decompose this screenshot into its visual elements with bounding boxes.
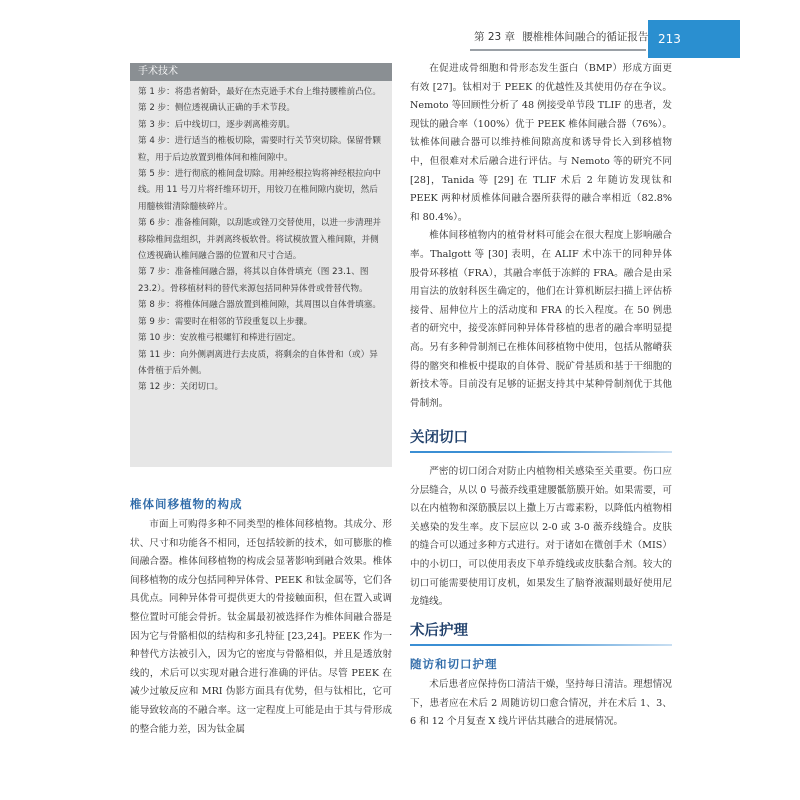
technique-step: 第 4 步：进行适当的椎板切除，需要时行关节突切除。保留骨颗粒，用于后边放置到椎体间和椎间隙中。 xyxy=(138,136,381,163)
technique-step: 第 8 步：将椎体间融合器放置到椎间隙，其周围以自体骨填塞。 xyxy=(138,300,381,311)
header-rule xyxy=(470,49,646,51)
section-heading-closure: 关闭切口 xyxy=(410,430,468,446)
section-postop xyxy=(410,620,672,732)
section-rule xyxy=(410,644,672,646)
technique-step: 第 10 步：安放椎弓根螺钉和棒进行固定。 xyxy=(138,333,301,344)
body-paragraph: 术后患者应保持伤口清洁干燥，坚持每日清洁。理想情况下，患者应在术后 2 周随访切口愈合情况，并在术后 1、3、6 和 12 个月复查 X 线片评估其融合的进展情况。 xyxy=(410,679,672,728)
subheading-graft-composition: 椎体间移植物的构成 xyxy=(130,497,243,511)
right-column-body xyxy=(410,60,672,413)
section-heading-postop: 术后护理 xyxy=(410,623,468,639)
technique-box-title: 手术技术 xyxy=(130,63,392,81)
running-header xyxy=(470,26,649,48)
technique-step: 第 7 步：准备椎间融合器，将其以自体骨填充（图 23.1、图 23.2）。骨移植材料的替代来源包括同种异体骨或骨替代物。 xyxy=(138,267,369,294)
body-paragraph: 严密的切口闭合对防止内植物相关感染至关重要。伤口应分层缝合，从以 0 号薇乔线重建腰骶筋膜开始。如果需要，可以在内植物和深筋膜层以上撒上万古霉素粉，以降低内植物相关感染的发生率。皮下层应以 2-0 或 3-0 薇乔线缝合。皮肤的缝合可以通过多种方式进行。对于诸如在微创手术（MIS）中的小切口，可以使用表皮下单乔缝线或皮肤黏合剂。较大的切口可能需要使用订皮机，如果发生了脑脊液漏则最好使用尼龙缝线。 xyxy=(410,466,672,608)
surgical-technique-box xyxy=(130,63,392,467)
technique-step: 第 9 步：需要时在相邻的节段重复以上步骤。 xyxy=(138,316,313,327)
technique-step: 第 1 步：将患者俯卧，最好在杰克逊手术台上维持腰椎前凸位。 xyxy=(138,87,381,97)
technique-steps xyxy=(130,81,392,396)
technique-step: 第 6 步：准备椎间隙，以刮匙或锉刀交替使用，以进一步清理并移除椎间盘组织，并剥离终板软骨。将试模放置入椎间隙，并侧位透视确认椎间融合器的位置和尺寸合适。 xyxy=(138,218,381,262)
chapter-label: 第 23 章 xyxy=(474,31,516,43)
technique-step: 第 3 步：后中线切口，逐步剥离椎旁肌。 xyxy=(138,119,296,130)
body-paragraph: 椎体间移植物内的植骨材料可能会在很大程度上影响融合率。Thalgott 等 [30] 表明，在 ALIF 术中冻干的同种异体股骨环移植（FRA），其融合率低于冻鲜的 FRA。融合是由采用盲法的放射科医生确定的，他们在计算机断层扫描上评估桥接骨、屈伸位片上的活动度和 FRA 的长入程度。在 50 例患者的研究中，接受冻鲜同种异体骨移植的患者的融合率明显提高。另有多种骨制剂已在椎体间移植物中使用，包括从髂嵴获得的髂突和椎板中提取的自体骨、脱矿骨基质和基于干细胞的新技术等。目前没有足够的证据支持其中某种骨制剂优于其他骨制剂。 xyxy=(410,230,672,409)
technique-step: 第 11 步：向外侧剥离进行去皮质，将剩余的自体骨和（或）异体骨植于后外侧。 xyxy=(138,349,378,376)
page-number: 213 xyxy=(648,20,740,58)
technique-step: 第 5 步：进行彻底的椎间盘切除。用神经根拉钩将神经根拉向中线。用 11 号刀片将纤维环切开，用铰刀在椎间隙内旋切，然后用髓核钳清除髓核碎片。 xyxy=(138,169,381,212)
left-column-body xyxy=(130,494,392,739)
technique-step: 第 2 步：侧位透视确认正确的手术节段。 xyxy=(138,103,296,114)
body-paragraph: 在促进成骨细胞和骨形态发生蛋白（BMP）形成方面更有效 [27]。钛相对于 PEEK 的优越性及其使用仍存在争议。Nemoto 等回顾性分析了 48 例接受单节段 TLIF 的患者，发现钛的融合率（100%）优于 PEEK 椎体间融合器（76%）。钛椎体间融合器可以维持椎间隙高度和诱导骨长入到移植物中，但很难对术后融合进行评估。与 Nemoto 等的研究不同 [28]，Tanida 等 [29] 在 TLIF 术后 2 年随访发现钛和 PEEK 两种材质椎体间融合器所获得的融合率相近（82.8% 和 80.4%）。 xyxy=(410,63,672,223)
section-closure xyxy=(410,427,672,612)
technique-step: 第 12 步：关闭切口。 xyxy=(138,382,224,393)
section-rule xyxy=(410,451,672,453)
subheading-followup: 随访和切口护理 xyxy=(410,657,498,671)
chapter-title: 腰椎椎体间融合的循证报告 xyxy=(522,31,649,43)
page-header xyxy=(0,10,800,48)
body-paragraph: 市面上可购得多种不同类型的椎体间移植物。其成分、形状、尺寸和功能各不相同，还包括较新的技术，如可膨胀的椎间融合器。椎体间移植物的构成会显著影响到融合效果。椎体间移植物的成分包括同种异体骨、PEEK 和钛金属等，它们各具优点。同种异体骨可提供更大的骨接触面积，但在置入或调整位置时可能会骨折。钛金属最初被选择作为椎体间融合器是因为它与骨骼相似的结构和多孔特征 [23,24]。PEEK 作为一种替代方法被引入，因为它的密度与骨骼相似，并且是透放射线的，术后可以实现对融合进行准确的评估。尽管 PEEK 在减少过敏反应和 MRI 伪影方面具有优势，但与钛相比，它可能导致较高的不融合率。这一定程度上可能是由于其与骨形成的整合能力差，因为钛金属 xyxy=(130,519,392,735)
